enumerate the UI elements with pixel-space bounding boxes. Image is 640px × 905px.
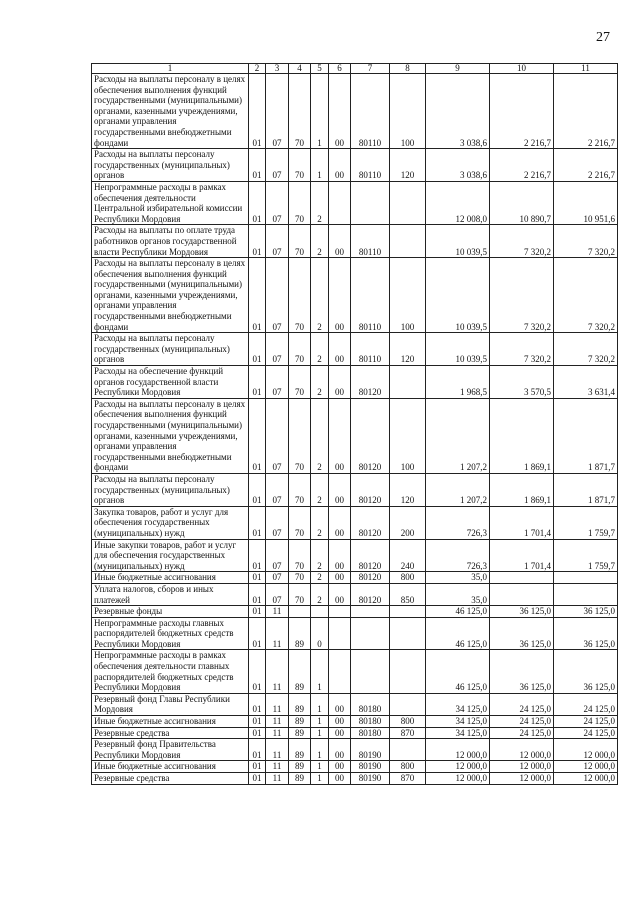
table-row [92,583,618,605]
section-code: 01 [249,258,266,333]
program-code: 70 [289,506,311,539]
subsection-code: 07 [266,506,289,539]
column-header: 10 [490,64,554,74]
main-event-code: 00 [329,506,351,539]
amount-col-9: 10 039,5 [426,258,490,333]
table-row [92,333,618,366]
direction-code: 80110 [351,333,390,366]
amount-col-11: 12 000,0 [554,739,618,761]
program-code: 70 [289,366,311,399]
amount-col-10: 1 869,1 [490,398,554,473]
amount-col-9: 12 000,0 [426,739,490,761]
expense-type-code [390,650,426,693]
amount-col-11: 36 125,0 [554,617,618,650]
row-name: Расходы на обеспечение функций органов государственной власти Республики Мордовия [92,366,249,399]
column-header: 2 [249,64,266,74]
main-event-code: 00 [329,761,351,773]
program-code: 89 [289,650,311,693]
amount-col-10: 12 000,0 [490,739,554,761]
amount-col-9: 12 000,0 [426,761,490,773]
row-name: Расходы на выплаты персоналу государственных (муниципальных) органов [92,473,249,506]
main-event-code: 00 [329,366,351,399]
section-code: 01 [249,74,266,149]
table-row [92,398,618,473]
table-row [92,716,618,728]
section-code: 01 [249,181,266,224]
amount-col-10: 24 125,0 [490,727,554,739]
subsection-code: 07 [266,333,289,366]
amount-col-11: 7 320,2 [554,333,618,366]
section-code: 01 [249,617,266,650]
table-row [92,225,618,258]
program-code: 89 [289,617,311,650]
program-code [289,606,311,618]
subprogram-code: 1 [311,739,329,761]
section-code: 01 [249,716,266,728]
subprogram-code: 2 [311,225,329,258]
amount-col-10: 1 701,4 [490,539,554,572]
expense-type-code: 100 [390,398,426,473]
direction-code [351,617,390,650]
amount-col-10: 3 570,5 [490,366,554,399]
amount-col-9: 12 000,0 [426,773,490,785]
expense-type-code: 120 [390,473,426,506]
program-code: 89 [289,773,311,785]
program-code: 70 [289,181,311,224]
amount-col-9: 46 125,0 [426,650,490,693]
section-code: 01 [249,398,266,473]
amount-col-9: 10 039,5 [426,333,490,366]
amount-col-11: 2 216,7 [554,74,618,149]
main-event-code: 00 [329,225,351,258]
subsection-code: 07 [266,473,289,506]
amount-col-11: 12 000,0 [554,773,618,785]
expense-type-code: 870 [390,727,426,739]
subprogram-code: 2 [311,398,329,473]
amount-col-11 [554,583,618,605]
section-code: 01 [249,149,266,182]
amount-col-10: 36 125,0 [490,606,554,618]
direction-code: 80120 [351,506,390,539]
expense-type-code: 800 [390,761,426,773]
section-code: 01 [249,727,266,739]
table-row [92,727,618,739]
section-code: 01 [249,773,266,785]
amount-col-10: 7 320,2 [490,225,554,258]
direction-code: 80190 [351,739,390,761]
program-code: 70 [289,572,311,584]
amount-col-10: 7 320,2 [490,333,554,366]
main-event-code: 00 [329,74,351,149]
amount-col-10: 1 701,4 [490,506,554,539]
program-code: 70 [289,74,311,149]
amount-col-9: 34 125,0 [426,727,490,739]
amount-col-11: 7 320,2 [554,225,618,258]
direction-code: 80180 [351,716,390,728]
program-code: 70 [289,225,311,258]
amount-col-9: 726,3 [426,539,490,572]
column-header: 11 [554,64,618,74]
amount-col-11: 10 951,6 [554,181,618,224]
row-name: Расходы на выплаты персоналу в целях обеспечения выполнения функций государственными (муниципальными) органами, казенными учреждениями, органами управления государственными внебюджетными фондами [92,74,249,149]
subprogram-code: 1 [311,727,329,739]
main-event-code: 00 [329,693,351,715]
main-event-code: 00 [329,398,351,473]
direction-code: 80180 [351,693,390,715]
table-row [92,693,618,715]
amount-col-9: 12 008,0 [426,181,490,224]
program-code: 70 [289,539,311,572]
row-name: Резервный фонд Главы Республики Мордовия [92,693,249,715]
amount-col-11: 1 871,7 [554,398,618,473]
amount-col-10: 36 125,0 [490,617,554,650]
expense-type-code: 870 [390,773,426,785]
section-code: 01 [249,739,266,761]
amount-col-9: 10 039,5 [426,225,490,258]
amount-col-10 [490,583,554,605]
subsection-code: 07 [266,583,289,605]
amount-col-10: 36 125,0 [490,650,554,693]
amount-col-10 [490,572,554,584]
amount-col-10: 7 320,2 [490,258,554,333]
amount-col-11: 7 320,2 [554,258,618,333]
direction-code [351,650,390,693]
amount-col-9: 1 968,5 [426,366,490,399]
amount-col-11: 1 759,7 [554,539,618,572]
direction-code [351,606,390,618]
section-code: 01 [249,225,266,258]
column-header: 5 [311,64,329,74]
section-code: 01 [249,333,266,366]
direction-code: 80180 [351,727,390,739]
amount-col-11: 24 125,0 [554,727,618,739]
expense-type-code: 200 [390,506,426,539]
amount-col-10: 10 890,7 [490,181,554,224]
table-row [92,739,618,761]
amount-col-11: 12 000,0 [554,761,618,773]
program-code: 70 [289,473,311,506]
program-code: 70 [289,333,311,366]
subprogram-code: 2 [311,258,329,333]
main-event-code: 00 [329,739,351,761]
expense-type-code [390,617,426,650]
amount-col-11: 36 125,0 [554,650,618,693]
page-number: 27 [596,30,610,45]
subsection-code: 11 [266,606,289,618]
direction-code [351,181,390,224]
expense-type-code: 240 [390,539,426,572]
program-code: 70 [289,258,311,333]
table-row [92,181,618,224]
column-header: 8 [390,64,426,74]
subprogram-code: 2 [311,473,329,506]
subprogram-code: 1 [311,74,329,149]
main-event-code: 00 [329,258,351,333]
row-name: Иные бюджетные ассигнования [92,572,249,584]
subprogram-code: 1 [311,716,329,728]
column-header: 3 [266,64,289,74]
amount-col-9: 35,0 [426,572,490,584]
direction-code: 80120 [351,398,390,473]
subprogram-code: 1 [311,149,329,182]
subsection-code: 07 [266,225,289,258]
table-row [92,506,618,539]
table-row [92,149,618,182]
section-code: 01 [249,539,266,572]
subprogram-code: 1 [311,773,329,785]
amount-col-9: 3 038,6 [426,149,490,182]
table-row [92,539,618,572]
subprogram-code: 2 [311,333,329,366]
expense-type-code: 100 [390,258,426,333]
main-event-code: 00 [329,149,351,182]
section-code: 01 [249,572,266,584]
direction-code: 80120 [351,473,390,506]
subsection-code: 11 [266,716,289,728]
direction-code: 80110 [351,149,390,182]
column-header: 7 [351,64,390,74]
subsection-code: 07 [266,366,289,399]
direction-code: 80110 [351,74,390,149]
section-code: 01 [249,583,266,605]
expense-type-code: 800 [390,572,426,584]
amount-col-10: 24 125,0 [490,693,554,715]
row-name: Резервные фонды [92,606,249,618]
amount-col-9: 1 207,2 [426,398,490,473]
table-row [92,572,618,584]
amount-col-11: 1 871,7 [554,473,618,506]
row-name: Непрограммные расходы главных распорядителей бюджетных средств Республики Мордовия [92,617,249,650]
subprogram-code [311,606,329,618]
subsection-code: 07 [266,181,289,224]
expense-type-code [390,606,426,618]
subsection-code: 11 [266,650,289,693]
table-row [92,650,618,693]
section-code: 01 [249,473,266,506]
main-event-code: 00 [329,727,351,739]
program-code: 70 [289,149,311,182]
row-name: Расходы на выплаты персоналу государственных (муниципальных) органов [92,333,249,366]
amount-col-11: 36 125,0 [554,606,618,618]
subsection-code: 07 [266,149,289,182]
main-event-code [329,181,351,224]
program-code: 89 [289,761,311,773]
section-code: 01 [249,761,266,773]
main-event-code: 00 [329,583,351,605]
table-row [92,606,618,618]
direction-code: 80110 [351,225,390,258]
header-row [92,64,618,74]
subprogram-code: 0 [311,617,329,650]
main-event-code [329,650,351,693]
direction-code: 80190 [351,773,390,785]
row-name: Резервные средства [92,773,249,785]
row-name: Иные бюджетные ассигнования [92,716,249,728]
subsection-code: 11 [266,739,289,761]
amount-col-9: 34 125,0 [426,716,490,728]
amount-col-10: 12 000,0 [490,761,554,773]
expense-type-code [390,181,426,224]
budget-table [91,63,618,785]
row-name: Расходы на выплаты персоналу в целях обеспечения выполнения функций государственными (муниципальными) органами, казенными учреждениями, органами управления государственными внебюджетными фондами [92,258,249,333]
column-header: 4 [289,64,311,74]
main-event-code: 00 [329,539,351,572]
subprogram-code: 2 [311,181,329,224]
row-name: Резервные средства [92,727,249,739]
subprogram-code: 1 [311,761,329,773]
expense-type-code [390,366,426,399]
expense-type-code [390,225,426,258]
row-name: Расходы на выплаты по оплате труда работников органов государственной власти Республики Мордовия [92,225,249,258]
amount-col-9: 46 125,0 [426,606,490,618]
subsection-code: 07 [266,258,289,333]
subprogram-code: 2 [311,572,329,584]
main-event-code: 00 [329,333,351,366]
section-code: 01 [249,366,266,399]
expense-type-code: 120 [390,149,426,182]
row-name: Иные закупки товаров, работ и услуг для обеспечения государственных (муниципальных) нужд [92,539,249,572]
amount-col-9: 35,0 [426,583,490,605]
table-row [92,258,618,333]
subsection-code: 11 [266,617,289,650]
subprogram-code: 1 [311,693,329,715]
column-header: 6 [329,64,351,74]
direction-code: 80120 [351,366,390,399]
direction-code: 80190 [351,761,390,773]
amount-col-10: 2 216,7 [490,149,554,182]
main-event-code [329,617,351,650]
row-name: Непрограммные расходы в рамках обеспечения деятельности главных распорядителей бюджетных средств Республики Мордовия [92,650,249,693]
row-name: Иные бюджетные ассигнования [92,761,249,773]
amount-col-9: 46 125,0 [426,617,490,650]
amount-col-9: 726,3 [426,506,490,539]
subsection-code: 11 [266,761,289,773]
subsection-code: 07 [266,398,289,473]
program-code: 89 [289,693,311,715]
section-code: 01 [249,606,266,618]
expense-type-code [390,693,426,715]
subprogram-code: 2 [311,583,329,605]
amount-col-11: 2 216,7 [554,149,618,182]
direction-code: 80120 [351,539,390,572]
main-event-code: 00 [329,572,351,584]
amount-col-9: 34 125,0 [426,693,490,715]
row-name: Расходы на выплаты персоналу в целях обеспечения выполнения функций государственными (муниципальными) органами, казенными учреждениями, органами управления государственными внебюджетными фондами [92,398,249,473]
subprogram-code: 1 [311,650,329,693]
direction-code: 80110 [351,258,390,333]
subprogram-code: 2 [311,366,329,399]
section-code: 01 [249,506,266,539]
section-code: 01 [249,650,266,693]
amount-col-10: 2 216,7 [490,74,554,149]
table-row [92,617,618,650]
amount-col-10: 1 869,1 [490,473,554,506]
row-name: Уплата налогов, сборов и иных платежей [92,583,249,605]
program-code: 89 [289,739,311,761]
program-code: 89 [289,716,311,728]
table-body [92,74,618,785]
subprogram-code: 2 [311,506,329,539]
expense-type-code: 100 [390,74,426,149]
main-event-code [329,606,351,618]
subprogram-code: 2 [311,539,329,572]
row-name: Резервный фонд Правительства Республики Мордовия [92,739,249,761]
amount-col-9: 1 207,2 [426,473,490,506]
direction-code: 80120 [351,583,390,605]
table-row [92,761,618,773]
amount-col-11: 24 125,0 [554,693,618,715]
subsection-code: 07 [266,74,289,149]
expense-type-code: 120 [390,333,426,366]
amount-col-11: 24 125,0 [554,716,618,728]
program-code: 89 [289,727,311,739]
column-header: 9 [426,64,490,74]
row-name: Закупка товаров, работ и услуг для обеспечения государственных (муниципальных) нужд [92,506,249,539]
main-event-code: 00 [329,773,351,785]
main-event-code: 00 [329,473,351,506]
amount-col-9: 3 038,6 [426,74,490,149]
amount-col-11: 3 631,4 [554,366,618,399]
program-code: 70 [289,398,311,473]
column-header: 1 [92,64,249,74]
direction-code: 80120 [351,572,390,584]
main-event-code: 00 [329,716,351,728]
table-row [92,366,618,399]
expense-type-code: 800 [390,716,426,728]
subsection-code: 07 [266,539,289,572]
row-name: Непрограммные расходы в рамках обеспечения деятельности Центральной избирательной комиссии Республики Мордовия [92,181,249,224]
subsection-code: 11 [266,693,289,715]
expense-type-code: 850 [390,583,426,605]
amount-col-11: 1 759,7 [554,506,618,539]
subsection-code: 07 [266,572,289,584]
expense-type-code [390,739,426,761]
table-row [92,473,618,506]
subsection-code: 11 [266,727,289,739]
table-row [92,74,618,149]
amount-col-10: 12 000,0 [490,773,554,785]
program-code: 70 [289,583,311,605]
section-code: 01 [249,693,266,715]
table-row [92,773,618,785]
amount-col-11 [554,572,618,584]
subsection-code: 11 [266,773,289,785]
row-name: Расходы на выплаты персоналу государственных (муниципальных) органов [92,149,249,182]
amount-col-10: 24 125,0 [490,716,554,728]
